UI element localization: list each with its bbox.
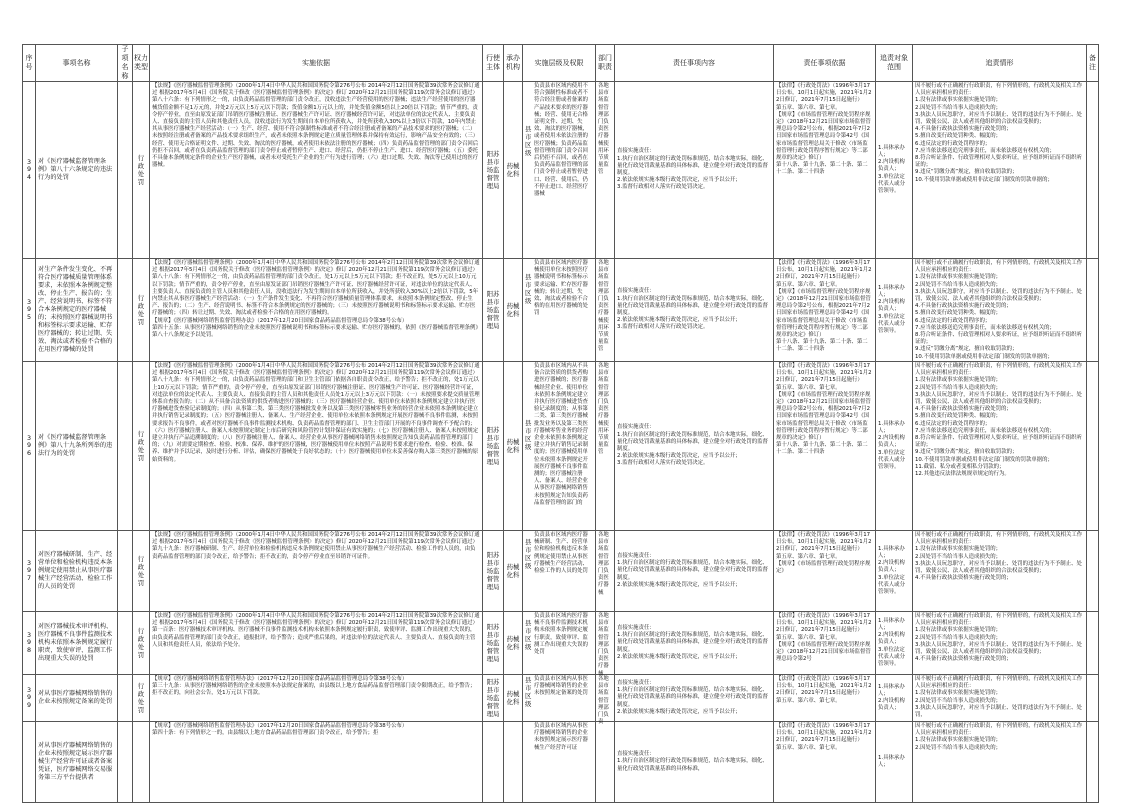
level-power-text: 负责县市区域内从事医疗器械网络销售的企业未按照规定备案的处罚 — [534, 676, 588, 697]
duty-basis-cell — [774, 259, 876, 362]
row-number-text: 395 — [26, 298, 32, 321]
row-number-text: 396 — [26, 434, 32, 457]
dept-duty-cell — [596, 362, 615, 531]
duty-basis-text: 【法律】《行政处罚法》（1996年3月17日公布，10月1日起实施，2021年1月22日修订，2021年7月15日起施行） 第五章、第六章、第七章。 — [776, 676, 872, 704]
legal-basis-text: 【规章】《医疗器械网络销售监督管理办法》（2017年12月20日国家食品药品监督管理总局令第38号公布） 第三十九条：从事医疗器械网络销售的企业未按照本办法规定备案的，由县级以上地方食品药品监督管理部门责令限期改正，给予警告；拒不改正的，向社会公告，处1万元以下罚款。 — [152, 676, 476, 697]
legal-basis-cell — [150, 722, 483, 803]
level-label: 县市区级 — [525, 419, 532, 452]
accountability-cases-text: 因不履行或不正确履行行政职责，有下列情形的，行政机关及相关工作人员应承担相应的责任： 1.没有法律或事实依据实施处罚的； 2.因处罚不当给当事人造成损失的； 3.执法人员玩忽职守，对应当予以制止、处罚的违法行为不予制止、处罚， — [915, 676, 1083, 719]
duty-basis-cell — [774, 675, 876, 722]
header-sub: 子项名称 — [118, 45, 133, 82]
dept-duty-cell — [596, 531, 615, 612]
accountability-target-cell — [876, 531, 913, 612]
handling-org-cell — [504, 82, 523, 259]
row-number-cell — [23, 82, 36, 259]
sub-item-name-cell — [118, 612, 133, 675]
accountability-target-cell — [876, 82, 913, 259]
level-power-text: 负责县市区域内医疗器械不良事件监测技术机构未依照本条例规定履行职责，致使审评、监测工作出现重大失误的处罚 — [534, 613, 588, 656]
table-row — [23, 362, 1099, 531]
accountability-target-text: 1.具体承办人； 2.内设机构负责人； 3.单位法定代表人或分管领导。 — [878, 284, 905, 334]
legal-basis-text: 【法规】《医疗器械监督管理条例》（2000年1月4日中华人民共和国国务院令第276号公布 2014年2月12日国务院第39次常务会议修订通过 根据2017年5月4日《国务院关于修改〈医疗器械监督管理条例〉的决定》修订 2020年12月21日国务院第119次常务会议修订通过） 第八十六条：有下列情形之一的，由负责药品监督管理的部门责令改正，没收违法生产经营使用的医疗器械；违法生产经营使用的医疗器械货值金额不足1万元的，并处2万元以上5万元以下罚款；货值金额1万元以上的，并处货值金额5倍以上20倍以下罚款；情节严重的，责令停产停业，直至由原发证部门吊销医疗器械注册证、医疗器械生产许可证、医疗器械经营许可证，对违法单位的法定代表人、主要负责人、直接负责的主管人员和其他责任人员，没收违法行为发生期间自本单位所获收入，并处所获收入30%以上3倍以下罚款，10年内禁止其从事医疗器械生产经营活动：（一）生产、经营、使用不符合强制性标准或者不符合经注册或者备案的产品技术要求的医疗器械；（二）未按照经注册或者备案的产品技术要求组织生产，或者未依照本条例规定建立质量管理体系并保持有效运行，影响产品安全有效的；（三）经营、使用无合格证明文件、过期、失效、淘汰的医疗器械，或者使用未依法注册的医疗器械；（四）负责药品监督管理的部门责令召回后仍拒不召回，或者在负责药品监督管理的部门责令停止或者暂停生产、进口、经营后，仍拒不停止生产、进口、经营医疗器械；（五）委托不具备本条例规定条件的企业生产医疗器械，或者未对受托生产企业的生产行为进行管理；（六）进口过期、失效、淘汰等已使用过的医疗器械。 — [152, 83, 480, 169]
table-row — [23, 531, 1099, 612]
handling-org-text: 药械化科 — [506, 302, 520, 318]
row-number-cell — [23, 612, 36, 675]
duty-content-cell — [615, 675, 774, 722]
header-duty: 责任事项内容 — [615, 45, 774, 82]
header-target: 追责对象范围 — [876, 45, 913, 82]
accountability-cases-text: 因不履行或不正确履行行政职责，有下列情形的，行政机关及相关工作人员应承担相应的责任： 1.没有法律或事实依据实施处罚的； 2.因处罚不当给当事人造成损失的； — [915, 723, 1083, 751]
handling-org-cell — [504, 612, 523, 675]
power-type-cell — [133, 675, 150, 722]
legal-basis-cell — [150, 362, 483, 531]
executing-subject-text: 阳苏县市场监督管理局 — [486, 551, 500, 591]
power-type-text: 行政处罚 — [137, 430, 145, 462]
accountability-target-cell — [876, 612, 913, 675]
sub-item-name-cell — [118, 259, 133, 362]
handling-org-text: 药械化科 — [506, 635, 520, 651]
level-label: 县市区级 — [525, 618, 532, 651]
row-number-text: 398 — [26, 631, 32, 654]
dept-duty-cell — [596, 722, 615, 803]
dept-duty-cell — [596, 612, 615, 675]
duty-basis-text: 【法律】《行政处罚法》（1996年3月17日公布，10月1日起实施，2021年1月22日修订，2021年7月15日起施行） 第五章、第六章、第七章。 【规章】《市场监督管理行政处罚程序规定》（2018年12月21日国家市场监督管理总局令第2号公布，根据2021年7月2日国家市场监督管理总局令第42号《国家市场监督管理总局关于修改〈市场监督管理行政处罚程序暂行规定〉等二部规章的决定》修订） 第十八条、第十九条、第二十条、第二十二条、第二十四条 — [776, 260, 872, 353]
item-name-cell — [36, 612, 118, 675]
table-row — [23, 612, 1099, 675]
item-name-cell — [36, 362, 118, 531]
legal-basis-text: 【法规】《医疗器械监督管理条例》（2000年1月4日中华人民共和国国务院令第276号公布 2014年2月12日国务院第39次常务会议修订通过 根据2017年5月4日《国务院关于修改〈医疗器械监督管理条例〉的决定》修订 2020年12月21日国务院第119次常务会议修订通过） 第八十九条：有下列情形之一的，由负责药品监督管理的部门和卫生主管部门依据各自职责责令改正，给予警告；拒不改正的，处1万元以上10万元以下罚款；情节严重的，责令停产停业，直至由原发证部门吊销医疗器械注册证、医疗器械生产许可证、医疗器械经营许可证，对违法单位的法定代表人、主要负责人、直接负责的主管人员和其他责任人员处1万元以上3万元以下罚款：（一）未按照要求提交质量管理体系自查报告的；（二）从不具备合法资质的供货者购进医疗器械的；（三）医疗器械经营企业、使用单位未依照本条例规定建立并执行医疗器械进货查验记录制度的；（四）从事第二类、第三类医疗器械批发业务以及第三类医疗器械零售业务的经营企业未依照本条例规定建立并执行销售记录制度的；（五）医疗器械注册人、备案人、生产经营企业、使用单位未依照本条例规定开展医疗器械不良事件监测，未按照要求报告不良事件，或者对医疗器械不良事件监测技术机构、负责药品监督管理的部门、卫生主管部门开展的不良事件调查不予配合的；（六）医疗器械注册人、备案人未按照规定制定上市后研究和风险管控计划并保证有效实施的；（七）医疗器械注册人、备案人未按照规定建立并执行产品追溯制度的；（八）医疗器械注册人、备案人、经营企业从事医疗器械网络销售未按照规定告知负责药品监督管理的部门的；（九）对需要定期检查、检验、校准、保养、维护的医疗器械，医疗器械使用单位未按照产品说明书要求进行检查、检验、校准、保养、维护并予以记录，及时进行分析、评估，确保医疗器械处于良好状态的；（十）医疗器械使用单位未妥善保存购入第三类医疗器械的原始资料的。 — [152, 363, 480, 463]
header-note: 备注 — [1087, 45, 1099, 82]
executing-subject-cell — [483, 675, 504, 722]
row-number-cell — [23, 531, 36, 612]
legal-basis-cell — [150, 612, 483, 675]
accountability-target-text: 1.具体承办人； 2.内设机构负责人； — [878, 683, 905, 712]
duty-content-cell — [615, 362, 774, 531]
handling-org-cell — [504, 259, 523, 362]
level-cell — [523, 675, 596, 722]
dept-duty-text: 各地县市场监督管理部门负责医疗器械 — [598, 532, 609, 596]
dept-duty-cell — [596, 82, 615, 259]
item-name-text: 对《医疗器械监督管理条例》第八十六条规定的违法行为的处罚 — [38, 158, 113, 181]
level-label: 县市区级 — [525, 537, 532, 570]
legal-basis-text: 【法规】《医疗器械监督管理条例》（2000年1月4日中华人民共和国国务院令第276号公布 2014年2月12日国务院第39次常务会议修订通过 根据2017年5月4日《国务院关于修改〈医疗器械监督管理条例〉的决定》修订 2020年12月21日国务院第119次常务会议修订通过） 第一百条：医疗器械技术审评机构、医疗器械不良事件监测技术机构未依照本条例规定履行职责，致使审评、监测工作出现重大失误的，由负责药品监督管理的部门责令改正，通报批评，给予警告；造成严重后果的，对违法单位的法定代表人、主要负责人、直接负责的主管人员和其他责任人员，依法给予处分。 — [152, 613, 480, 648]
table-row — [23, 722, 1099, 803]
header-name: 事项名称 — [36, 45, 118, 82]
duty-content-text: 直接实施责任： 1.执行自治区制定的行政处罚标准规范，结合本地实际，细化、量化行政处罚裁量基准的具体标准，建立健全对行政处罚的监督制度。 2.依法依规实施本级行政处罚决定，应当予以公开； — [617, 679, 768, 715]
accountability-cases-cell — [913, 362, 1087, 531]
header-dept: 部门职责 — [596, 45, 615, 82]
accountability-target-text: 1.具体承办人； 2.内设机构负责人； 3.单位法定代表人或分管领导。 — [878, 144, 905, 194]
level-label: 县市区级 — [525, 272, 532, 305]
executing-subject-text: 阳苏县市场监督管理局 — [486, 426, 500, 466]
handling-org-cell — [504, 531, 523, 612]
level-label: 县市区级 — [525, 124, 532, 157]
accountability-cases-cell — [913, 612, 1087, 675]
duty-content-text: 直接实施责任： 1.执行自治区制定的行政处罚标准规范，结合本地实际，细化、量化行政处罚裁量基准的具体标准，建立健全对行政处罚的监督制度。 2.依法依规实施本级行政处罚决定，应当予以公开； 3.监督行政相对人落实行政处罚决定。 — [617, 424, 768, 467]
level-cell — [523, 259, 596, 362]
row-number-cell — [23, 259, 36, 362]
row-number-text: 394 — [26, 158, 32, 181]
note-cell — [1087, 675, 1099, 722]
executing-subject-cell — [483, 259, 504, 362]
power-type-text: 行政处罚 — [137, 294, 145, 326]
accountability-target-text: 1.具体承办人； 2.内设机构负责人； 3.单位法定代表人或分管领导。 — [878, 617, 905, 667]
table-row — [23, 82, 1099, 259]
duty-content-text: 直接实施责任： 1.执行自治区制定的行政处罚标准规范，结合本地实际，细化、量化行政处罚裁量基准的具体标准，建立健全对行政处罚的监督制度。 2.依法依规实施本级行政处罚决定，应当予以公开； — [617, 552, 768, 588]
executing-subject-cell — [483, 612, 504, 675]
handling-org-text: 药械化科 — [506, 563, 520, 579]
handling-org-text: 药械化科 — [506, 438, 520, 454]
duty-basis-text: 【法律】《行政处罚法》（1996年3月17日公布，10月1日起实施，2021年1月22日修订，2021年7月15日起施行） 第五章、第六章、第七章。 【规章】《市场监督管理行政处罚程序规定》 — [776, 532, 872, 575]
accountability-cases-text: 因不履行或不正确履行行政职责，有下列情形的，行政机关及相关工作人员应承担相应的责任： 1.没有法律或事实依据实施处罚的； 2.因处罚不当给当事人造成损失的； 3.执法人员玩忽职守，对应当予以制止、处罚的违法行为不予制止、处罚，致使公民、法人或者其他组织的合法权益受损的； 4.不具备行政执法资格实施行政处罚的； 5.擅自改变行政处罚种类、幅度的； 6.违反法定的行政处罚程序的； 7.应当依法移送追究刑事责任，而未依法移送有权机关的； 8.符合听证条件、行政管理相对人要求听证，应予组织听证而不组织听证的； 9.违反“罚缴分离”规定，擅自收取罚款的； 10.不使用罚款单据或使用非法定部门制发的罚款单据的； 11.截留、私分或者变相私分罚款的； 12.其他违反法律法规规章规定的行为。 — [915, 363, 1083, 478]
handling-org-text: 药械化科 — [506, 162, 520, 178]
level-cell — [523, 82, 596, 259]
table-row — [23, 675, 1099, 722]
dept-duty-cell — [596, 675, 615, 726]
duty-basis-text: 【法律】《行政处罚法》（1996年3月17日公布，10月1日起实施，2021年1月22日修订，2021年7月15日起施行） 第五章、第六章、第七章。 【规章】《市场监督管理行政处罚程序规定》（2018年12月21日国家市场监督管理总局令第2号公布，根据2021年7月2日国家市场监督管理总局令第42号《国家市场监督管理总局关于修改〈市场监督管理行政处罚程序暂行规定〉等二部规章的决定》修订） 第十八条、第十九条、第二十条、第二十二条、第二十四条 — [776, 83, 872, 176]
accountability-cases-cell — [913, 722, 1087, 803]
item-name-cell — [36, 675, 118, 722]
note-cell — [1087, 82, 1099, 259]
accountability-target-cell — [876, 722, 913, 803]
level-power-text: 负责县市区域内使用不符合强制性标准或者不符合经注册或者备案的产品技术要求的医疗器械；经营、使用无合格证明文件、过期、失效、淘汰的医疗器械，或者使用未依法注册的医疗器械；负责药品监督管理的部门责令召回后仍拒不召回，或者在负责药品监督管理的部门责令停止或者暂停进口、经营、使用后，仍不停止进口、经营医疗器械 — [534, 83, 588, 198]
accountability-cases-cell — [913, 259, 1087, 362]
power-type-cell — [133, 259, 150, 362]
row-number-text: 399 — [26, 686, 32, 709]
accountability-cases-cell — [913, 531, 1087, 612]
level-power-text: 负责县市区域内医疗器械研制、生产、经营单位和检验机构违反本条例规定使用禁止从事医疗器械生产经营活动、检验工作的人员的处罚 — [534, 532, 588, 575]
power-type-text: 行政处罚 — [137, 154, 145, 186]
legal-basis-text: 【规章】《医疗器械网络销售监督管理办法》（2017年12月20日国家食品药品监督管理总局令第38号公布） 第四十条：有下列情形之一的，由县级以上地方食品药品监督管理部门责令改正，给予警告；拒 — [152, 723, 408, 737]
dept-duty-cell — [596, 259, 615, 362]
header-level: 实施层级及权限 — [523, 45, 596, 82]
accountability-cases-text: 因不履行或不正确履行行政职责，有下列情形的，行政机关及相关工作人员应承担相应的责任： 1.没有法律或事实依据实施处罚的； 2.因处罚不当给当事人造成损失的； 3.执法人员玩忽职守，对应当予以制止、处罚的违法行为不予制止、处罚，致使公民、法人或者其他组织的合法权益受损的； 4.不具备行政执法资格实施行政处罚的； — [915, 532, 1083, 582]
power-type-cell — [133, 531, 150, 612]
item-name-text: 对从事医疗器械网络销售的企业未按照规定展示医疗器械生产经营许可证或者备案凭证，医疗器械网络交易服务第三方平台提供者 — [38, 742, 113, 781]
power-type-text: 行政处罚 — [137, 682, 145, 714]
accountability-cases-text: 因不履行或不正确履行行政职责，有下列情形的，行政机关及相关工作人员应承担相应的责任： 1.没有法律或事实依据实施处罚的； 2.因处罚不当给当事人造成损失的； 3.执法人员玩忽职守，对应当予以制止、处罚的违法行为不予制止、处罚，致使公民、法人或者其他组织的合法权益受损的； 4.不具备行政执法资格实施行政处罚的； 5.擅自改变行政处罚种类、幅度的； 6.违反法定的行政处罚程序的； 7.应当依法移送追究刑事责任，而未依法移送有权机关的； 8.符合听证条件、行政管理相对人要求听证，应予组织听证而不组织听证的； 9.违反“罚缴分离”规定，擅自收取罚款的； 10.不使用罚款单据或使用非法定部门制发的罚款单据的； — [915, 260, 1083, 360]
executing-subject-text: 阳苏县市场监督管理局 — [486, 150, 500, 190]
duty-content-text: 直接实施责任： 1.执行自治区制定的行政处罚标准规范，结合本地实际，细化、量化行政处罚裁量基准的具体标准，建立健全对行政处罚的监督制度。 2.依法依规实施本级行政处罚决定，应当予以公开； 3.监督行政相对人落实行政处罚决定。 — [617, 148, 768, 191]
responsibility-table — [22, 44, 1099, 803]
item-name-cell — [36, 82, 118, 259]
header-row — [23, 45, 1099, 82]
accountability-target-text: 1.具体承办人； — [878, 754, 905, 768]
duty-content-cell — [615, 531, 774, 612]
accountability-cases-text: 因不履行或不正确履行行政职责，有下列情形的，行政机关及相关工作人员应承担相应的责任： 1.没有法律或事实依据实施处罚的； 2.因处罚不当给当事人造成损失的； 3.执法人员玩忽职守，对应当予以制止、处罚的违法行为不予制止、处罚，致使公民、法人或者其他组织的合法权益受损的； 4.不具备行政执法资格实施行政处罚的； 5.擅自改变行政处罚种类、幅度的； 6.违反法定的行政处罚程序的； 7.应当依法移送追究刑事责任，而未依法移送有权机关的； 8.符合听证条件、行政管理相对人要求听证，应予组织听证而不组织听证的； 9.违反“罚缴分离”规定，擅自收取罚款的； 10.不使用罚款单据或使用非法定部门制发的罚款单据的； — [915, 83, 1083, 183]
level-cell — [523, 722, 596, 803]
header-subject: 行使主体 — [483, 45, 504, 82]
duty-basis-cell — [774, 362, 876, 531]
legal-basis-cell — [150, 82, 483, 259]
accountability-target-cell — [876, 362, 913, 531]
executing-subject-cell — [483, 531, 504, 612]
item-name-text: 对医疗器械技术审评机构、医疗器械不良事件监测技术机构未依照本条例规定履行职责，致使审评、监测工作出现重大失误的处罚 — [38, 623, 113, 662]
duty-content-cell — [615, 612, 774, 675]
level-cell — [523, 612, 596, 675]
note-cell — [1087, 612, 1099, 675]
header-cases: 追责情形 — [913, 45, 1087, 82]
duty-basis-cell — [774, 612, 876, 675]
note-cell — [1087, 259, 1099, 362]
accountability-target-text: 1.具体承办人； 2.内设机构负责人； 3.单位法定代表人或分管领导。 — [878, 420, 905, 470]
dept-duty-text: 各地县市场监督管理部门负责医疗器械使用环节质量监管 — [598, 260, 609, 353]
accountability-target-cell — [876, 675, 913, 722]
header-org: 承办机构 — [504, 45, 523, 82]
handling-org-cell — [504, 722, 523, 803]
row-number-cell — [23, 722, 36, 803]
legal-basis-cell — [150, 259, 483, 362]
handling-org-cell — [504, 362, 523, 531]
accountability-cases-cell — [913, 675, 1087, 722]
power-type-text: 行政处罚 — [137, 555, 145, 587]
legal-basis-cell — [150, 675, 483, 722]
header-basis: 实施依据 — [150, 45, 483, 82]
item-name-text: 对医疗器械研制、生产、经营单位和检验机构违反本条例规定使用禁止从事医疗器械生产经营活动、检验工作的人员的处罚 — [38, 551, 113, 590]
duty-content-cell — [615, 722, 774, 803]
executing-subject-text: 阳苏县市场监督管理局 — [486, 290, 500, 330]
level-power-text: 负责县市区域内从不具备合法资质的供货者购进医疗器械的；医疗器械经营企业、使用单位未依照本条例规定建立并执行医疗器械进货查验记录制度的；从事第二类、第三类医疗器械批发业务以及第三类医疗器械零售业务的经营企业未依照本条例规定建立并执行销售记录制度的；医疗器械使用单位未依照本条例规定开展医疗器械不良事件监测的；医疗器械注册人、备案人、经营企业从事医疗器械网络销售未按照规定告知负责药品监督管理的部门的 — [534, 363, 588, 506]
item-name-cell — [36, 722, 118, 803]
dept-duty-text: 各地县市场监督管理部门负责医疗器械使用环节质量监管 — [598, 363, 609, 456]
item-name-text: 对生产条件发生变化、不再符合医疗器械质量管理体系要求，未依照本条例规定整改、停止生产、报告的；生产、经营说明书、标签不符合本条例规定的医疗器械的；未按照医疗器械说明书和标签标示要求运输、贮存医疗器械的；转让过期、失效、淘汰或者检验不合格的在用医疗器械的处罚 — [38, 266, 113, 353]
sub-item-name-cell — [118, 362, 133, 531]
duty-basis-cell — [774, 82, 876, 259]
accountability-cases-text: 因不履行或不正确履行行政职责，有下列情形的，行政机关及相关工作人员应承担相应的责任： 1.没有法律或事实依据实施处罚的； 2.因处罚不当给当事人造成损失的； 3.执法人员玩忽职守，对应当予以制止、处罚的违法行为不予制止、处罚，致使公民、法人或者其他组织的合法权益受损的； 4.不具备行政执法资格实施行政处罚的； — [915, 613, 1083, 663]
item-name-text: 对从事医疗器械网络销售的企业未按照规定备案的处罚 — [38, 690, 113, 705]
note-cell — [1087, 722, 1099, 803]
executing-subject-text: 阳苏县市场监督管理局 — [486, 623, 500, 663]
level-power-text: 负责县市区域内从事医疗器械网络销售的企业未按照规定展示医疗器械生产经营许可证 — [534, 723, 588, 751]
legal-basis-text: 【法规】《医疗器械监督管理条例》（2000年1月4日中华人民共和国国务院令第276号公布 2014年2月12日国务院第39次常务会议修订通过 根据2017年5月4日《国务院关于修改〈医疗器械监督管理条例〉的决定》修订 2020年12月21日国务院第119次常务会议修订通过）第九十九条：医疗器械研制、生产、经营单位和检验机构违反本条例规定使用禁止从事医疗器械生产经营活动、检验工作的人员的，由负责药品监督管理的部门责令改正，给予警告；拒不改正的，责令停产停业直至吊销许可证件。 — [152, 532, 480, 560]
power-type-cell — [133, 362, 150, 531]
item-name-cell — [36, 531, 118, 612]
dept-duty-text: 各地县市场监督管理部门负责医疗器械使用环节质量监管 — [598, 83, 609, 176]
row-number-cell — [23, 362, 36, 531]
sub-item-name-cell — [118, 722, 133, 803]
duty-basis-text: 【法律】《行政处罚法》（1996年3月17日公布，10月1日起实施，2021年1月22日修订，2021年7月15日起施行） 第五章、第六章、第七章。 — [776, 723, 872, 751]
accountability-target-cell — [876, 259, 913, 362]
item-name-text: 对《医疗器械监督管理条例》第八十九条所列举的违法行为的处罚 — [38, 434, 113, 457]
accountability-cases-cell — [913, 82, 1087, 259]
duty-content-text: 直接实施责任： 1.执行自治区制定的行政处罚标准规范，结合本地实际，细化、量化行政处罚裁量基准的具体标准， — [617, 751, 768, 772]
legal-basis-text: 【法规】《医疗器械监督管理条例》（2000年1月4日中华人民共和国国务院令第276号公布 2014年2月12日国务院第39次常务会议修订通过 根据2017年5月4日《国务院关于修改〈医疗器械监督管理条例〉的决定》修订 2020年12月21日国务院第119次常务会议修订通过） 第八十八条：有下列情形之一的，由负责药品监督管理的部门责令改正，处1万元以上5万元以下罚款；拒不改正的，处5万元以上10万元以下罚款；情节严重的，责令停产停业，直至由原发证部门吊销医疗器械生产许可证、医疗器械经营许可证，对违法单位的法定代表人、主要负责人、直接负责的主管人员和其他责任人员，没收违法行为发生期间自本单位所获收入，并处所获收入30%以上2倍以下罚款，5年内禁止其从事医疗器械生产经营活动：（一）生产条件发生变化、不再符合医疗器械质量管理体系要求，未依照本条例规定整改、停止生产、报告的；（二）生产、经营说明书、标签不符合本条例规定的医疗器械的；（三）未按照医疗器械说明书和标签标示要求运输、贮存医疗器械的；（四）转让过期、失效、淘汰或者检验不合格的在用医疗器械的。 【规章】《医疗器械网络销售监督管理办法》（2017年12月20日国家食品药品监督管理总局令第38号公布） 第四十五条：从事医疗器械网络销售的企业未按照医疗器械说明书和标签标示要求运输、贮存医疗器械的，依照《医疗器械监督管理条例》第八十八条规定予以处罚。 — [152, 260, 480, 339]
level-cell — [523, 362, 596, 531]
duty-basis-text: 【法律】《行政处罚法》（1996年3月17日公布，10月1日起实施，2021年1月22日修订，2021年7月15日起施行） 第五章、第六章、第七章。 【规章】《市场监督管理行政处罚程序规定》（2018年12月21日国家市场监督管理总局令第2号 — [776, 613, 872, 663]
header-type: 权力类型 — [133, 45, 150, 82]
power-type-text: 行政处罚 — [137, 627, 145, 659]
power-type-cell — [133, 82, 150, 259]
level-cell — [523, 531, 596, 612]
accountability-target-text: 1.具体承办人； 2.内设机构负责人； 3.单位法定代表人或分管领导。 — [878, 545, 905, 595]
duty-content-cell — [615, 259, 774, 362]
executing-subject-cell — [483, 82, 504, 259]
duty-basis-cell — [774, 722, 876, 803]
dept-duty-text: 各地县市场监督管理部门负责医疗器械 — [598, 613, 609, 677]
sub-item-name-cell — [118, 82, 133, 259]
sub-item-name-cell — [118, 531, 133, 612]
handling-org-text: 药械化科 — [506, 690, 520, 706]
header-duty-basis: 责任事项依据 — [774, 45, 876, 82]
power-type-cell — [133, 612, 150, 675]
handling-org-cell — [504, 675, 523, 722]
duty-content-text: 直接实施责任： 1.执行自治区制定的行政处罚标准规范，结合本地实际，细化、量化行政处罚裁量基准的具体标准，建立健全对行政处罚的监督制度。 2.依法依规实施本级行政处罚决定，应当予以公开； 3.监督行政相对人落实行政处罚决定。 — [617, 288, 768, 331]
row-number-cell — [23, 675, 36, 722]
level-power-text: 负责县市区域内医疗器械使用单位未按照医疗器械说明书和标签标示要求运输、贮存医疗器械的；转让过期、失效、淘汰或者检验不合格的在用医疗器械的处罚 — [534, 260, 588, 317]
table-row — [23, 259, 1099, 362]
duty-basis-cell — [774, 531, 876, 612]
power-type-cell — [133, 722, 150, 803]
item-name-cell — [36, 259, 118, 362]
duty-basis-text: 【法律】《行政处罚法》（1996年3月17日公布，10月1日起实施，2021年1月22日修订，2021年7月15日起施行） 第五章、第六章、第七章。 【规章】《市场监督管理行政处罚程序规定》（2018年12月21日国家市场监督管理总局令第2号公布，根据2021年7月2日国家市场监督管理总局令第42号《国家市场监督管理总局关于修改〈市场监督管理行政处罚程序暂行规定〉等二部规章的决定》修订） 第十八条、第十九条、第二十条、第二十二条、第二十四条 — [776, 363, 872, 456]
document-page — [22, 44, 1098, 793]
dept-duty-text: 各地县市场监督管理部门负责 — [598, 676, 609, 726]
executing-subject-text: 阳苏县市场监督管理局 — [486, 678, 500, 718]
level-label: 县市区级 — [525, 676, 532, 708]
note-cell — [1087, 362, 1099, 531]
note-cell — [1087, 531, 1099, 612]
row-number-text: 397 — [26, 559, 32, 582]
header-no: 序号 — [23, 45, 36, 82]
duty-content-cell — [615, 82, 774, 259]
executing-subject-cell — [483, 722, 504, 803]
legal-basis-cell — [150, 531, 483, 612]
duty-content-text: 直接实施责任： 1.执行自治区制定的行政处罚标准规范，结合本地实际，细化、量化行政处罚裁量基准的具体标准，建立健全对行政处罚的监督制度。 2.依法依规实施本级行政处罚决定，应当予以公开； — [617, 624, 768, 660]
sub-item-name-cell — [118, 675, 133, 722]
executing-subject-cell — [483, 362, 504, 531]
